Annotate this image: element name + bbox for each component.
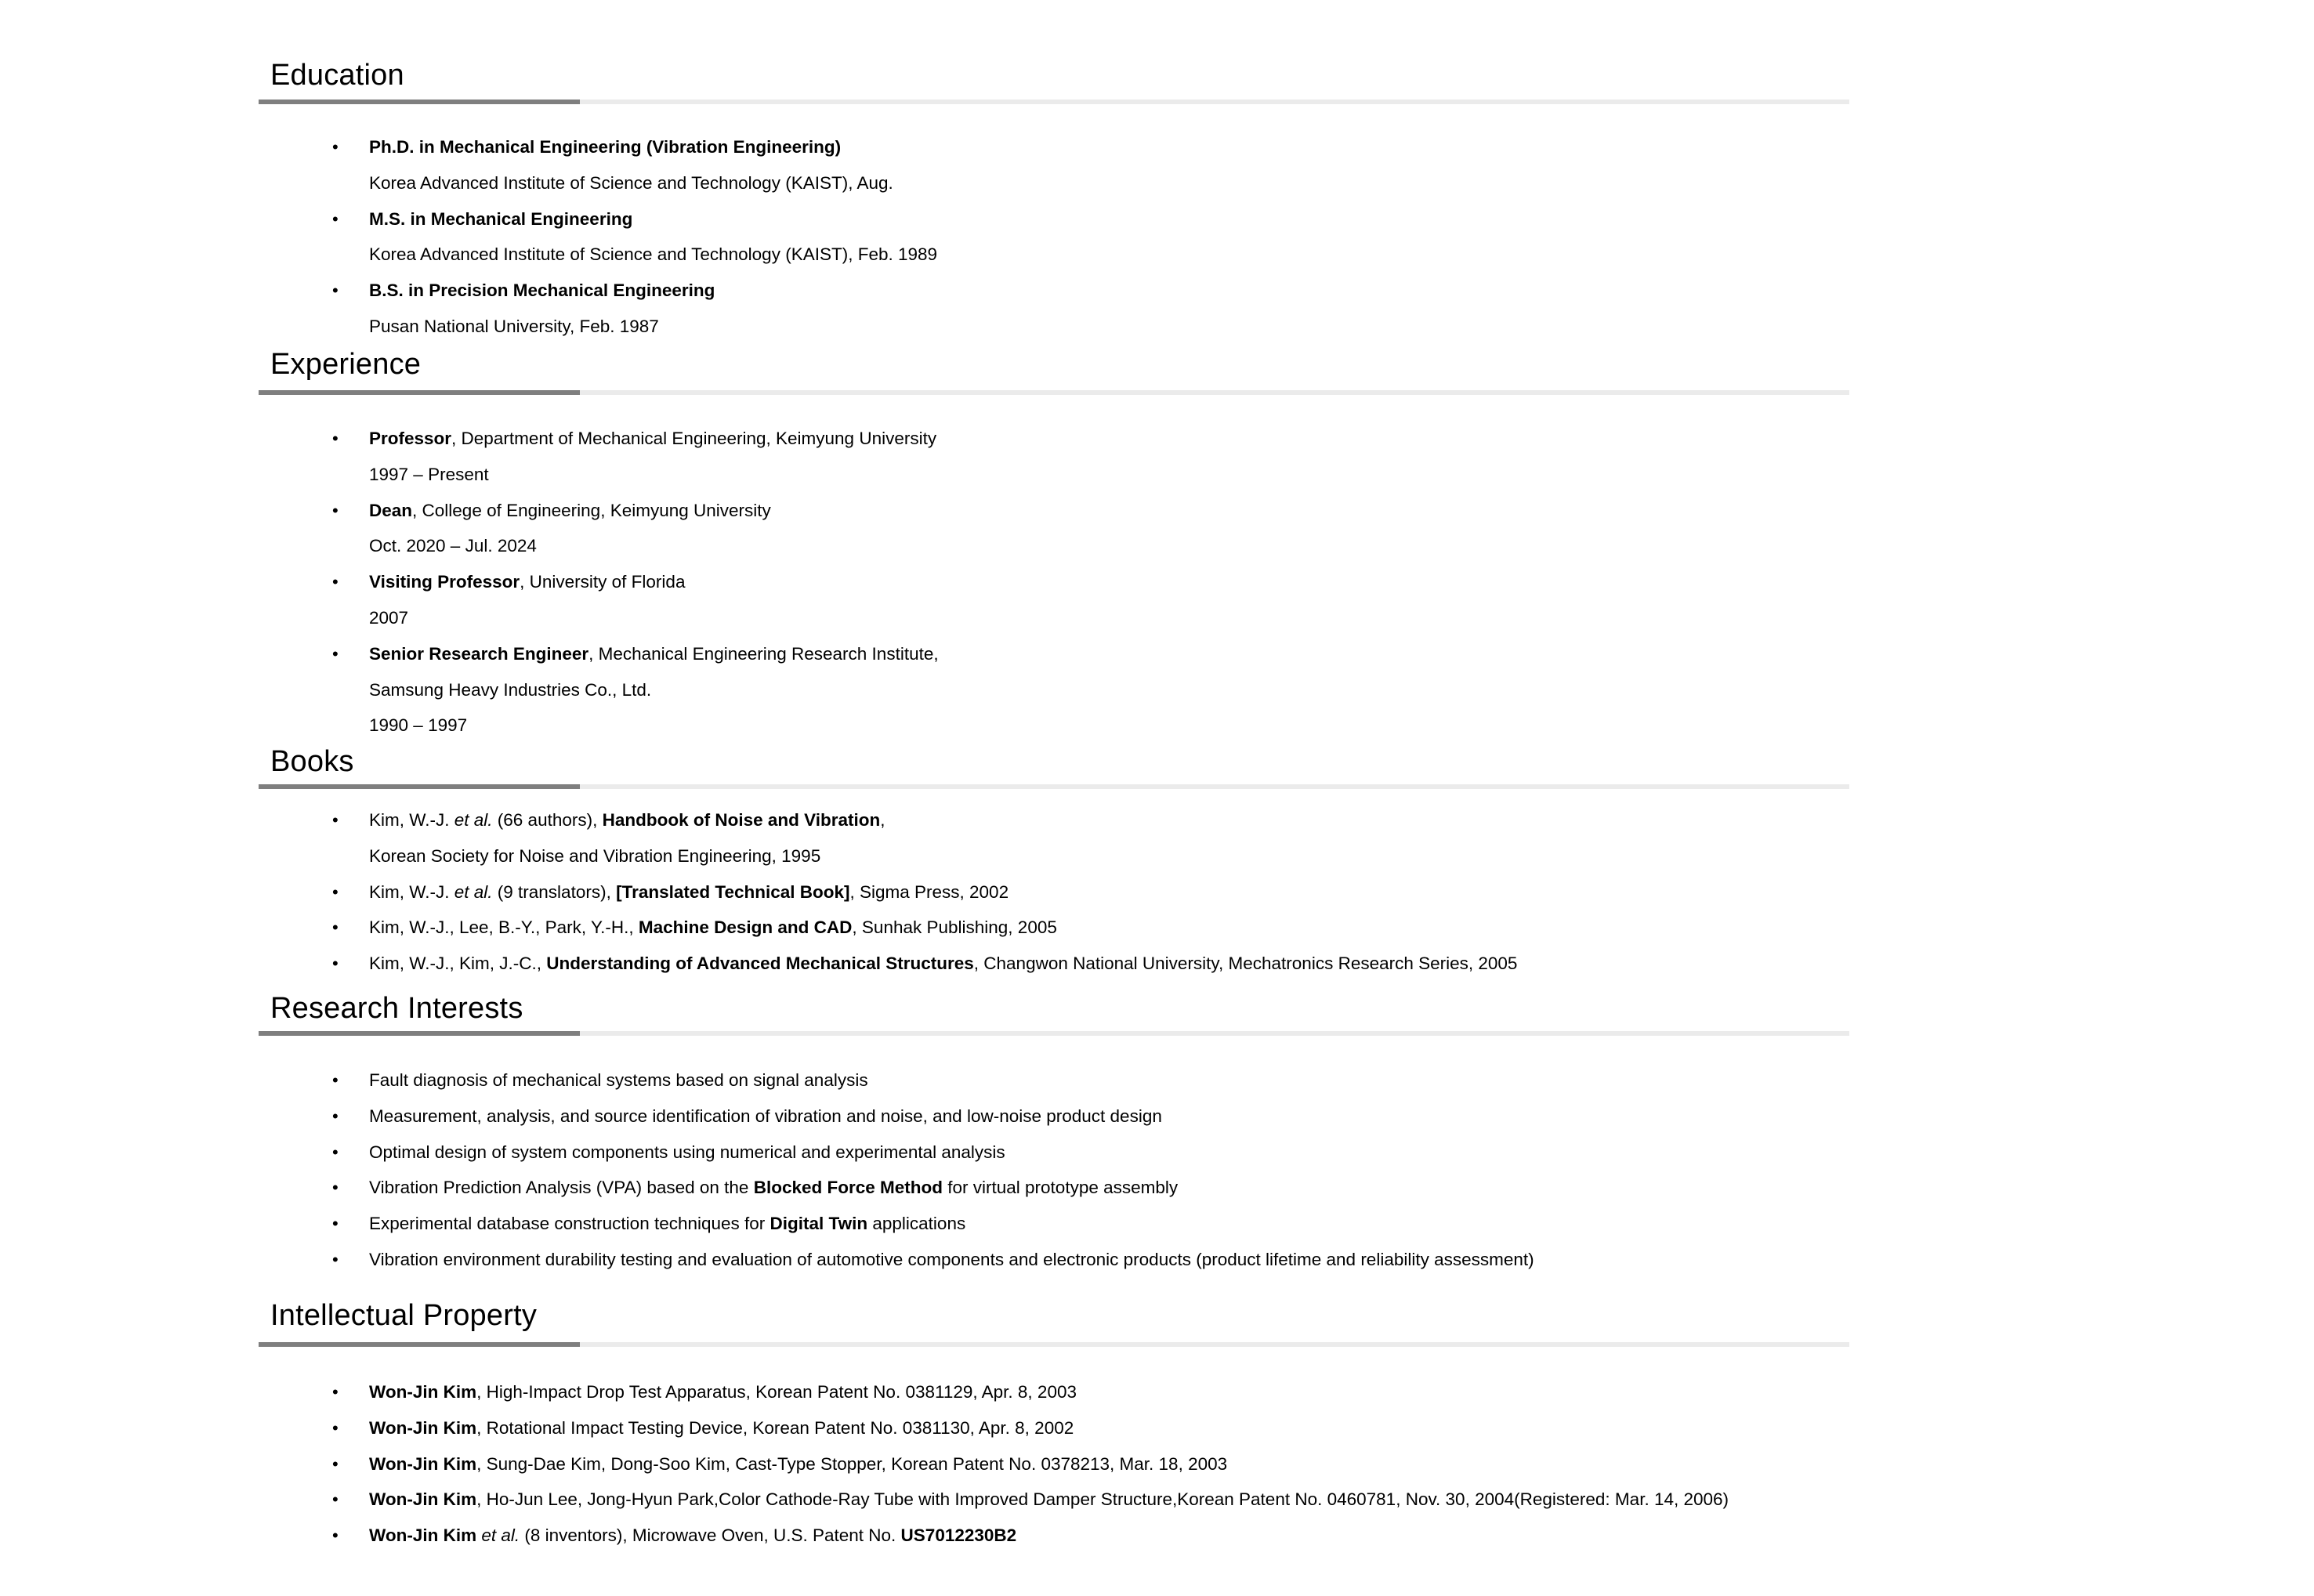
research-text: Vibration environment durability testing and evaluation of automotive components and electronic products (product lifetime and reliability assessment) bbox=[369, 1249, 1534, 1269]
experience-item bbox=[259, 636, 1849, 672]
book-item bbox=[259, 874, 1849, 910]
research-item bbox=[259, 1170, 1849, 1206]
book-item bbox=[259, 802, 1849, 838]
job-role: Visiting Professor bbox=[369, 572, 520, 592]
ip-heading: Intellectual Property bbox=[270, 1299, 538, 1332]
degree-title: Ph.D. in Mechanical Engineering (Vibration Engineering) bbox=[369, 137, 842, 157]
job-role: Professor bbox=[369, 429, 452, 448]
ip-list bbox=[259, 1374, 1849, 1554]
book-etal: et al. bbox=[454, 881, 493, 902]
book-authors: Kim, W.-J. bbox=[369, 810, 454, 830]
job-period: 1997 – Present bbox=[369, 464, 489, 484]
job-organization: , College of Engineering, Keimyung University bbox=[412, 500, 771, 520]
book-contributors: (66 authors), bbox=[492, 810, 603, 830]
patent-inventor: Won-Jin Kim bbox=[369, 1525, 477, 1546]
degree-title: B.S. in Precision Mechanical Engineering bbox=[369, 280, 715, 301]
research-text: Experimental database construction techniques for bbox=[369, 1214, 770, 1234]
job-organization-continued: Samsung Heavy Industries Co., Ltd. bbox=[369, 679, 652, 700]
patent-item bbox=[259, 1446, 1849, 1482]
book-suffix: , Changwon National University, Mechatronics Research Series, 2005 bbox=[973, 954, 1518, 974]
education-list bbox=[259, 129, 1849, 345]
rule-accent bbox=[259, 100, 580, 104]
research-text: Optimal design of system components using numerical and experimental analysis bbox=[369, 1142, 1005, 1162]
job-organization: , University of Florida bbox=[520, 572, 686, 592]
books-rule bbox=[259, 784, 1849, 789]
patent-inventor: Won-Jin Kim bbox=[369, 1417, 477, 1438]
degree-title: M.S. in Mechanical Engineering bbox=[369, 208, 633, 229]
book-item bbox=[259, 910, 1849, 946]
job-organization: , Department of Mechanical Engineering, Keimyung University bbox=[451, 429, 937, 448]
patent-number: US7012230B2 bbox=[900, 1525, 1017, 1546]
job-period: Oct. 2020 – Jul. 2024 bbox=[369, 536, 537, 556]
research-heading: Research Interests bbox=[270, 992, 523, 1025]
experience-heading: Experience bbox=[270, 348, 422, 381]
experience-item bbox=[259, 493, 1849, 529]
experience-rule bbox=[259, 390, 1849, 395]
book-suffix: , Sigma Press, 2002 bbox=[849, 881, 1009, 902]
patent-detail: , High-Impact Drop Test Apparatus, Korean Patent No. 0381129, Apr. 8, 2003 bbox=[476, 1382, 1077, 1402]
book-item bbox=[259, 946, 1849, 982]
patent-detail: , Sung-Dae Kim, Dong-Soo Kim, Cast-Type Stopper, Korean Patent No. 0378213, Mar. 18, 2003 bbox=[476, 1453, 1228, 1474]
patent-item bbox=[259, 1482, 1849, 1518]
patent-detail: , Ho-Jun Lee, Jong-Hyun Park,Color Cathode-Ray Tube with Improved Damper Structure,Korean Patent No. 0460781, Nov. 30, 2004(Registered: Mar. 14, 2006) bbox=[476, 1489, 1729, 1510]
research-item bbox=[259, 1062, 1849, 1098]
research-rule bbox=[259, 1031, 1849, 1036]
rule-track bbox=[580, 784, 1849, 789]
patent-inventor: Won-Jin Kim bbox=[369, 1453, 477, 1474]
book-suffix: , bbox=[880, 810, 885, 830]
education-item bbox=[259, 273, 1849, 309]
education-item bbox=[259, 129, 1849, 165]
experience-list bbox=[259, 421, 1849, 744]
experience-item bbox=[259, 421, 1849, 457]
job-role: Senior Research Engineer bbox=[369, 643, 589, 664]
rule-accent bbox=[259, 1031, 580, 1036]
rule-accent bbox=[259, 1342, 580, 1347]
job-role: Dean bbox=[369, 500, 413, 520]
research-item bbox=[259, 1206, 1849, 1242]
research-text-suffix: applications bbox=[867, 1214, 966, 1234]
patent-inventor: Won-Jin Kim bbox=[369, 1489, 477, 1510]
rule-track bbox=[580, 1031, 1849, 1036]
book-title: Handbook of Noise and Vibration bbox=[602, 810, 881, 830]
research-item bbox=[259, 1242, 1849, 1278]
patent-inventor: Won-Jin Kim bbox=[369, 1382, 477, 1402]
book-authors: Kim, W.-J., Kim, J.-C., bbox=[369, 954, 547, 974]
job-period: 1990 – 1997 bbox=[369, 715, 468, 736]
degree-institution: Pusan National University, Feb. 1987 bbox=[369, 316, 659, 336]
patent-etal: et al. bbox=[476, 1525, 520, 1546]
book-title: [Translated Technical Book] bbox=[616, 881, 850, 902]
books-heading: Books bbox=[270, 745, 354, 778]
education-heading: Education bbox=[270, 59, 404, 92]
job-period: 2007 bbox=[369, 607, 409, 628]
research-text: Vibration Prediction Analysis (VPA) based on the bbox=[369, 1178, 754, 1198]
patent-item bbox=[259, 1410, 1849, 1446]
degree-institution: Korea Advanced Institute of Science and Technology (KAIST), Feb. 1989 bbox=[369, 244, 938, 265]
experience-item bbox=[259, 564, 1849, 600]
patent-detail: , Rotational Impact Testing Device, Korean Patent No. 0381130, Apr. 8, 2002 bbox=[476, 1417, 1074, 1438]
research-keyword: Blocked Force Method bbox=[753, 1178, 943, 1198]
patent-item bbox=[259, 1374, 1849, 1410]
patent-detail: (8 inventors), Microwave Oven, U.S. Patent No. bbox=[520, 1525, 901, 1546]
research-keyword: Digital Twin bbox=[770, 1214, 868, 1234]
rule-track bbox=[580, 1342, 1849, 1347]
book-authors: Kim, W.-J. bbox=[369, 881, 454, 902]
research-item bbox=[259, 1135, 1849, 1171]
book-etal: et al. bbox=[454, 810, 493, 830]
ip-rule bbox=[259, 1342, 1849, 1347]
research-list bbox=[259, 1062, 1849, 1278]
book-contributors: (9 translators), bbox=[492, 881, 617, 902]
research-item bbox=[259, 1098, 1849, 1135]
research-text: Measurement, analysis, and source identification of vibration and noise, and low-noise product design bbox=[369, 1106, 1162, 1126]
book-suffix: , Sunhak Publishing, 2005 bbox=[852, 917, 1057, 938]
rule-track bbox=[580, 100, 1849, 104]
degree-institution: Korea Advanced Institute of Science and Technology (KAIST), Aug. bbox=[369, 172, 893, 193]
rule-accent bbox=[259, 390, 580, 395]
research-text-suffix: for virtual prototype assembly bbox=[943, 1178, 1179, 1198]
education-item bbox=[259, 201, 1849, 237]
book-title: Understanding of Advanced Mechanical Structures bbox=[546, 954, 974, 974]
book-title: Machine Design and CAD bbox=[638, 917, 853, 938]
patent-item bbox=[259, 1518, 1849, 1554]
education-rule bbox=[259, 100, 1849, 104]
research-text: Fault diagnosis of mechanical systems based on signal analysis bbox=[369, 1070, 868, 1090]
rule-track bbox=[580, 390, 1849, 395]
job-organization: , Mechanical Engineering Research Institute, bbox=[588, 643, 939, 664]
book-authors: Kim, W.-J., Lee, B.-Y., Park, Y.-H., bbox=[369, 917, 639, 938]
books-list bbox=[259, 802, 1849, 982]
rule-accent bbox=[259, 784, 580, 789]
book-publisher: Korean Society for Noise and Vibration Engineering, 1995 bbox=[369, 845, 821, 866]
